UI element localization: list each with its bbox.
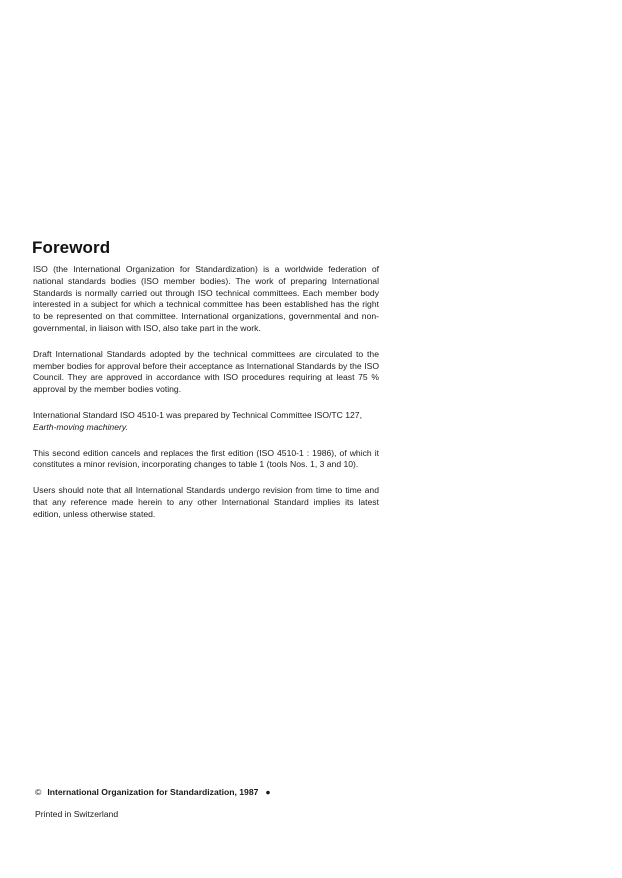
page-title: Foreword (32, 238, 111, 257)
preparation-text: International Standard ISO 4510-1 was prepared by Technical Committee ISO/TC 127, (33, 409, 362, 420)
paragraph-revision-note: Users should note that all International Standards undergo revision from time to time and that any reference made herein to any other International Standard implies its latest edition, unless otherwise stated. (33, 485, 379, 519)
foreword-body (33, 264, 379, 535)
paragraph-edition: This second edition cancels and replaces the first edition (ISO 4510-1 : 1986), of which it constitutes a minor revision, incorporating changes to table 1 (tools Nos. 1, 3 and 10). (33, 447, 379, 470)
paragraph-iso-description: ISO (the International Organization for Standardization) is a worldwide federation of national standards bodies (ISO member bodies). The work of preparing International Standards is normally carried out through ISO technical committees. Each member body interested in a subject for which a technical committee has been established has the right to be represented on that committee. International organizations, governmental and non-governmental, in liaison with ISO, also take part in the work. (33, 264, 379, 333)
bullet-icon: ● (265, 787, 271, 797)
paragraph-draft-standards: Draft International Standards adopted by the technical committees are circulated to the member bodies for approval before their acceptance as International Standards by the ISO Council. They are approved in accordance with ISO procedures requiring at least 75 % approval by the member bodies voting. (33, 348, 379, 395)
copyright-icon: © (35, 787, 42, 797)
copyright-text: International Organization for Standardization, 1987 (47, 787, 259, 797)
printed-location: Printed in Switzerland (35, 809, 119, 819)
paragraph-preparation (33, 410, 379, 434)
committee-name: Earth-moving machinery. (33, 421, 128, 432)
copyright-line (35, 787, 271, 797)
